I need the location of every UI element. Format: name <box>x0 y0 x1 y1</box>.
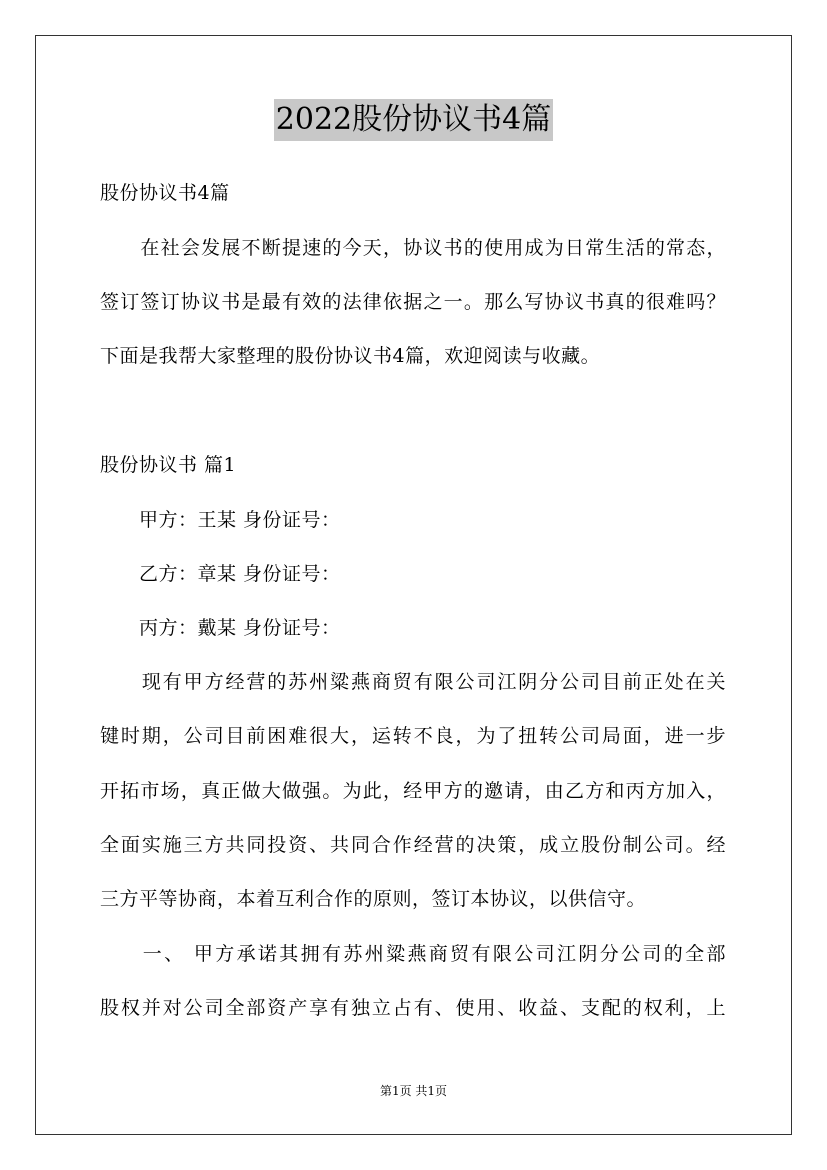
paragraph-line: 全面实施三方共同投资、共同合作经营的决策，成立股份制公司。经 <box>100 834 726 856</box>
party-line: 甲方：王某 身份证号： <box>100 509 341 531</box>
paragraph-line: 现有甲方经营的苏州粱燕商贸有限公司江阴分公司目前正处在关 <box>100 671 726 693</box>
document-title: 2022股份协议书4篇 <box>274 99 553 141</box>
party-line: 乙方：章某 身份证号： <box>100 563 341 585</box>
paragraph-line: 键时期，公司目前困难很大，运转不良，为了扭转公司局面，进一步 <box>100 725 726 747</box>
paragraph-line: 股权并对公司全部资产享有独立占有、使用、收益、支配的权利，上 <box>100 997 726 1019</box>
paragraph-line: 一、 甲方承诺其拥有苏州粱燕商贸有限公司江阴分公司的全部 <box>100 943 726 965</box>
paragraph-line: 三方平等协商，本着互利合作的原则，签订本协议，以供信守。 <box>100 888 647 910</box>
intro-line: 下面是我帮大家整理的股份协议书4篇，欢迎阅读与收藏。 <box>100 345 601 367</box>
intro-line: 签订签订协议书是最有效的法律依据之一。那么写协议书真的很难吗？ <box>100 291 726 313</box>
party-line: 丙方：戴某 身份证号： <box>100 617 341 639</box>
page-footer: 第1页 共1页 <box>379 1084 448 1098</box>
document-title-wrap <box>0 99 827 141</box>
paragraph-line: 开拓市场，真正做大做强。为此，经甲方的邀请，由乙方和丙方加入， <box>100 780 726 802</box>
section-heading: 股份协议书 篇1 <box>100 454 237 476</box>
intro-line: 在社会发展不断提速的今天，协议书的使用成为日常生活的常态， <box>100 237 726 259</box>
document-subtitle: 股份协议书4篇 <box>100 182 230 204</box>
